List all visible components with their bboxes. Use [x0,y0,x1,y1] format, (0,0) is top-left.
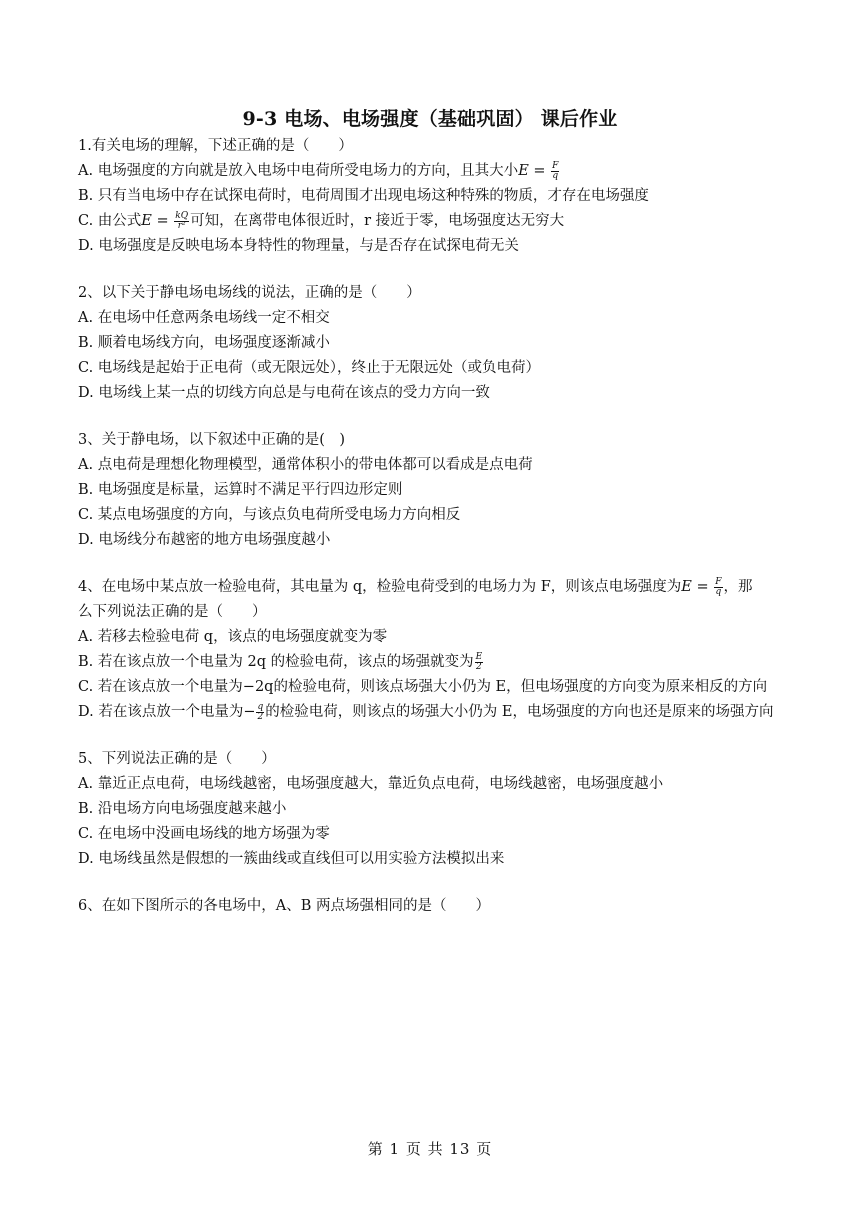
fraction: $\frac{F}{q}$ [715,576,722,597]
question-stem: 1.有关电场的理解，下述正确的是（ ） [78,138,353,154]
option-d: D. 电场线分布越密的地方电场强度越小 [78,532,331,548]
question-4 [78,575,778,725]
option-d: D. 电场线虽然是假想的一簇曲线或直线但可以用实验方法模拟出来 [78,851,505,867]
option-b: B. 沿电场方向电场强度越来越小 [78,801,287,817]
question-list [78,134,778,919]
formula: E = [141,213,174,229]
formula: − [243,704,256,720]
question-stem: 6、在如下图所示的各电场中，A、B 两点场强相同的是（ ） [78,898,490,914]
option-a: A. 在电场中任意两条电场线一定不相交 [78,310,330,326]
fraction: $\frac{kQ}{\text{r²}}$ [175,210,189,231]
question-6 [78,894,778,919]
question-2 [78,281,778,406]
question-stem: 5、下列说法正确的是（ ） [78,751,276,767]
option-c: C. 若在该点放一个电量为−2q的检验电荷，则该点场强大小仍为 E，但电场强度的方向变为原来相反的方向 [78,679,768,695]
fraction: $\frac{E}{2}$ [475,651,483,672]
formula: E = [518,163,551,179]
page-footer: 第 1 页 共 13 页 [367,1140,493,1158]
question-stem-continued: 么下列说法正确的是（ ） [78,604,267,620]
option-c: C. 由公式E = $\frac{kQ}{\text{r²}}$ 可知，在离带电体很近时，r 接近于零，电场强度达无穷大 [78,210,565,231]
question-stem: 4、在电场中某点放一检验电荷，其电量为 q，检验电荷受到的电场力为 F，则该点电场强度为E = $\frac{F}{q}$ ，那 [78,576,753,597]
question-stem: 2、以下关于静电场电场线的说法，正确的是（ ） [78,285,421,301]
option-a: A. 点电荷是理想化物理模型，通常体积小的带电体都可以看成是点电荷 [78,457,533,473]
fraction: $\frac{q}{2}$ [257,701,264,722]
option-a: A. 电场强度的方向就是放入电场中电荷所受电场力的方向，且其大小E = $\frac{F}{q}$ [78,160,559,181]
fraction: $\frac{F}{q}$ [552,160,559,181]
option-c: C. 某点电场强度的方向，与该点负电荷所受电场力方向相反 [78,507,461,523]
option-d: D. 若在该点放一个电量为− $\frac{q}{2}$ 的检验电荷，则该点的场强大小仍为 E，电场强度的方向也还是原来的场强方向 [78,701,774,722]
option-a: A. 若移去检验电荷 q，该点的电场强度就变为零 [78,629,388,645]
option-d: D. 电场线上某一点的切线方向总是与电荷在该点的受力方向一致 [78,385,490,401]
option-a: A. 靠近正点电荷，电场线越密，电场强度越大，靠近负点电荷，电场线越密，电场强度越小 [78,776,664,792]
page-title: 9-3 电场、电场强度（基础巩固） 课后作业 [242,108,618,130]
option-b: B. 电场强度是标量，运算时不满足平行四边形定则 [78,482,403,498]
question-3 [78,428,778,553]
question-5 [78,747,778,872]
option-c: C. 在电场中没画电场线的地方场强为零 [78,826,330,842]
option-b: B. 只有当电场中存在试探电荷时，电荷周围才出现电场这种特殊的物质，才存在电场强度 [78,188,649,204]
option-d: D. 电场强度是反映电场本身特性的物理量，与是否存在试探电荷无关 [78,238,519,254]
formula: E = [681,579,714,595]
option-c: C. 电场线是起始于正电荷（或无限远处），终止于无限远处（或负电荷） [78,360,541,376]
question-1 [78,134,778,259]
question-stem: 3、关于静电场，以下叙述中正确的是( ) [78,432,346,448]
option-b: B. 顺着电场线方向，电场强度逐渐减小 [78,335,330,351]
option-b: B. 若在该点放一个电量为 2q 的检验电荷，该点的场强就变为 $\frac{E}{2}$ [78,651,483,672]
